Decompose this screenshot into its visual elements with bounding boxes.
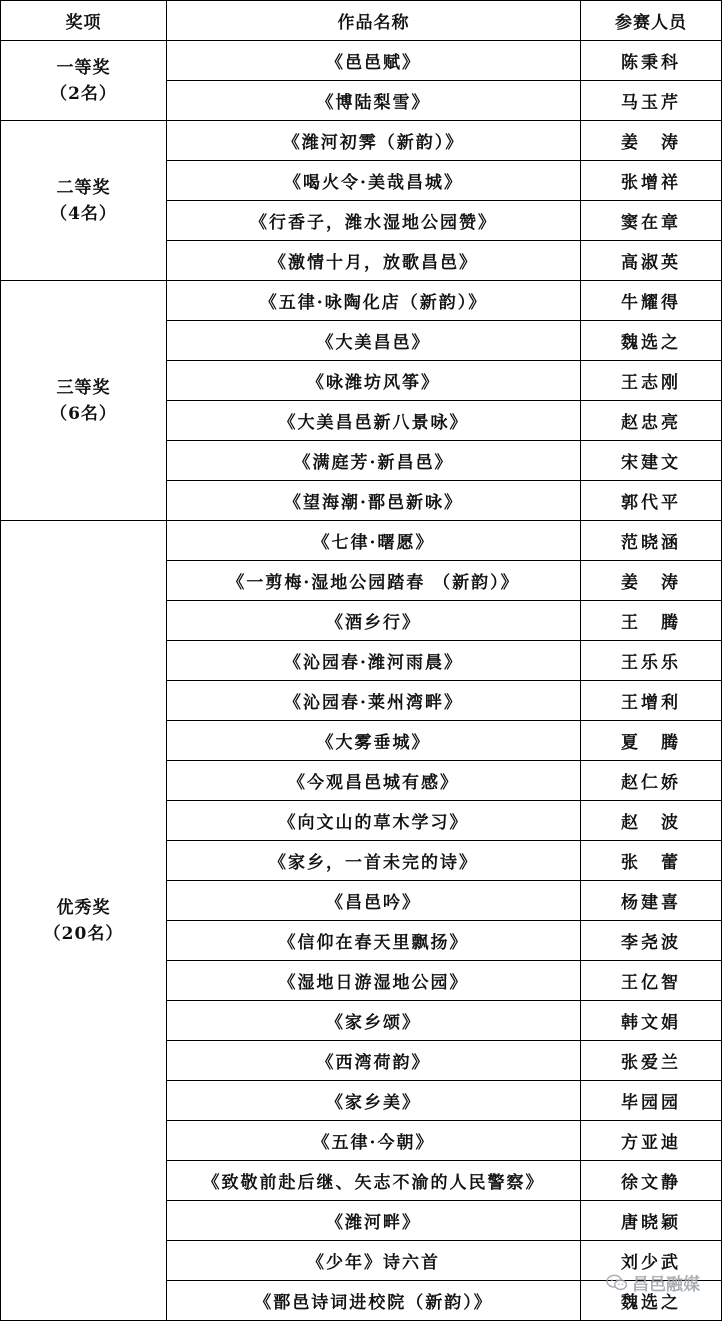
work-title: 《五律·今朝》 — [167, 1121, 581, 1161]
participant-name: 刘少武 — [581, 1241, 722, 1281]
award-cell — [1, 41, 167, 121]
work-title: 《咏潍坊风筝》 — [167, 361, 581, 401]
work-title: 《大美昌邑》 — [167, 321, 581, 361]
participant-name: 高淑英 — [581, 241, 722, 281]
award-name: 二等奖 — [56, 177, 111, 198]
participant-name: 牛耀得 — [581, 281, 722, 321]
participant-name: 陈秉科 — [581, 41, 722, 81]
work-title: 《潍河畔》 — [167, 1201, 581, 1241]
award-cell — [1, 281, 167, 521]
table-row — [1, 41, 722, 81]
participant-name: 李尧波 — [581, 921, 722, 961]
award-cell — [1, 521, 167, 1321]
participant-name: 王志刚 — [581, 361, 722, 401]
work-title: 《沁园春·莱州湾畔》 — [167, 681, 581, 721]
participant-name: 赵 波 — [581, 801, 722, 841]
work-title: 《致敬前赴后继、矢志不渝的人民警察》 — [167, 1161, 581, 1201]
table-body — [1, 41, 722, 1321]
work-title: 《七律·曙愿》 — [167, 521, 581, 561]
work-title: 《湿地日游湿地公园》 — [167, 961, 581, 1001]
header-award: 奖项 — [1, 1, 167, 41]
award-cell — [1, 121, 167, 281]
work-title: 《行香子，潍水湿地公园赞》 — [167, 201, 581, 241]
participant-name: 赵仁娇 — [581, 761, 722, 801]
award-count: （20名） — [43, 923, 124, 944]
participant-name: 王 腾 — [581, 601, 722, 641]
award-name: 三等奖 — [56, 377, 111, 398]
work-title: 《激情十月，放歌昌邑》 — [167, 241, 581, 281]
work-title: 《鄑邑诗词进校院（新韵）》 — [167, 1281, 581, 1321]
work-title: 《五律·咏陶化店（新韵）》 — [167, 281, 581, 321]
work-title: 《满庭芳·新昌邑》 — [167, 441, 581, 481]
participant-name: 王乐乐 — [581, 641, 722, 681]
work-title: 《信仰在春天里飘扬》 — [167, 921, 581, 961]
participant-name: 赵忠亮 — [581, 401, 722, 441]
work-title: 《邑邑赋》 — [167, 41, 581, 81]
work-title: 《大美昌邑新八景咏》 — [167, 401, 581, 441]
participant-name: 张 蕾 — [581, 841, 722, 881]
work-title: 《家乡美》 — [167, 1081, 581, 1121]
participant-name: 窦在章 — [581, 201, 722, 241]
participant-name: 马玉芹 — [581, 81, 722, 121]
header-person: 参赛人员 — [581, 1, 722, 41]
work-title: 《西湾荷韵》 — [167, 1041, 581, 1081]
work-title: 《沁园春·潍河雨晨》 — [167, 641, 581, 681]
watermark-text: 昌邑融媒 — [632, 1275, 700, 1295]
work-title: 《家乡颂》 — [167, 1001, 581, 1041]
participant-name: 王亿智 — [581, 961, 722, 1001]
award-name: 优秀奖 — [56, 897, 111, 918]
participant-name: 宋建文 — [581, 441, 722, 481]
work-title: 《博陆梨雪》 — [167, 81, 581, 121]
work-title: 《今观昌邑城有感》 — [167, 761, 581, 801]
work-title: 《望海潮·鄑邑新咏》 — [167, 481, 581, 521]
participant-name: 韩文娟 — [581, 1001, 722, 1041]
participant-name: 杨建喜 — [581, 881, 722, 921]
work-title: 《一剪梅·湿地公园踏春 （新韵）》 — [167, 561, 581, 601]
header-row — [1, 1, 722, 41]
table-row — [1, 521, 722, 561]
participant-name: 徐文静 — [581, 1161, 722, 1201]
award-count: （4名） — [50, 203, 117, 224]
participant-name: 夏 腾 — [581, 721, 722, 761]
participant-name: 方亚迪 — [581, 1121, 722, 1161]
work-title: 《昌邑吟》 — [167, 881, 581, 921]
participant-name: 唐晓颖 — [581, 1201, 722, 1241]
award-count: （2名） — [50, 83, 117, 104]
participant-name: 范晓涵 — [581, 521, 722, 561]
participant-name: 姜 涛 — [581, 121, 722, 161]
header-work: 作品名称 — [167, 1, 581, 41]
participant-name: 姜 涛 — [581, 561, 722, 601]
participant-name: 魏选之 — [581, 321, 722, 361]
work-title: 《潍河初霁（新韵）》 — [167, 121, 581, 161]
participant-name: 郭代平 — [581, 481, 722, 521]
award-count: （6名） — [50, 403, 117, 424]
participant-name: 魏选之 — [581, 1281, 722, 1321]
participant-name: 王增利 — [581, 681, 722, 721]
watermark — [606, 1270, 700, 1295]
table-row — [1, 281, 722, 321]
work-title: 《大雾垂城》 — [167, 721, 581, 761]
work-title: 《酒乡行》 — [167, 601, 581, 641]
work-title: 《向文山的草木学习》 — [167, 801, 581, 841]
award-name: 一等奖 — [56, 57, 111, 78]
work-title: 《家乡，一首未完的诗》 — [167, 841, 581, 881]
work-title: 《少年》诗六首 — [167, 1241, 581, 1281]
participant-name: 毕园园 — [581, 1081, 722, 1121]
work-title: 《喝火令·美哉昌城》 — [167, 161, 581, 201]
wechat-icon — [606, 1274, 628, 1292]
table-row — [1, 121, 722, 161]
participant-name: 张爱兰 — [581, 1041, 722, 1081]
participant-name: 张增祥 — [581, 161, 722, 201]
